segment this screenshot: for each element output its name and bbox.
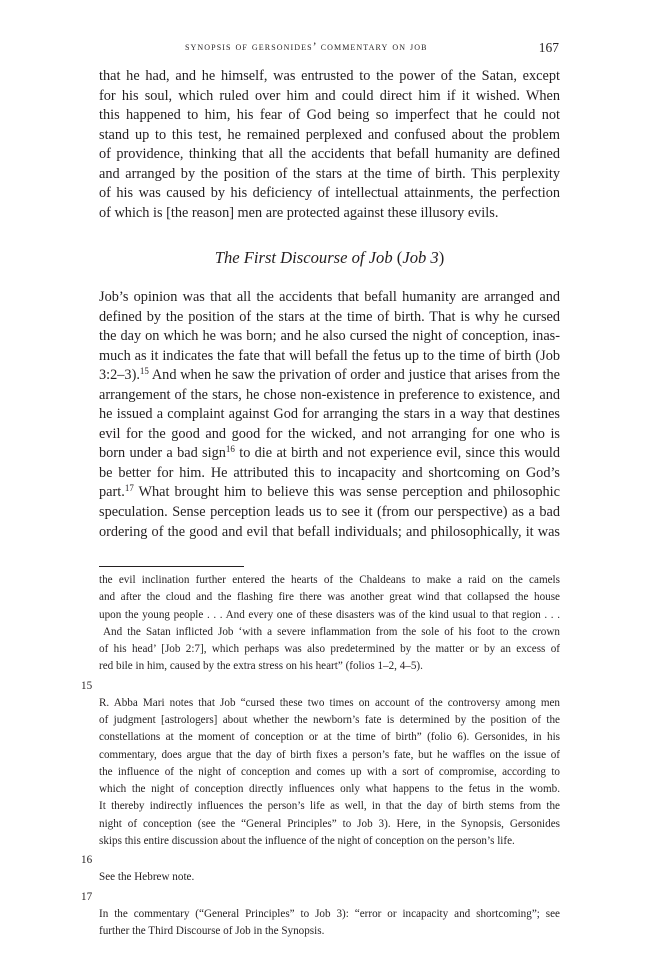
text-line: of his was caused by his deficiency of intellectual attainments, the perfection	[99, 185, 560, 202]
footnote-ref-15[interactable]: 15	[139, 366, 149, 377]
footnote-line: upon the young people . . . And every one of these disasters was of the kind usual to that region . . .	[99, 608, 560, 621]
footnote-line: night of conception (see the “General Principles” to Job 3). Here, in the Synopsis, Gersonides	[99, 817, 560, 830]
text-line	[99, 483, 560, 503]
text-line: arrangement of the stars, he chose non-existence in preference to existence, and	[99, 386, 560, 403]
footnote-line: the influence of the night of conception and comes up with a sort of compromise, according to	[99, 765, 560, 778]
footnote-ref-16[interactable]: 16	[225, 444, 235, 455]
text-line: ordering of the good and evil that befall individuals; and philosophically, it was	[99, 523, 560, 540]
footnote-line: commentary, does argue that the day of birth fixes a person’s fate, but he waffles on the issue of	[99, 748, 560, 761]
footnote-line: of judgment [astrologers] about whether the newborn’s fate is determined by the position of the	[99, 714, 560, 726]
footnote-16	[81, 850, 560, 887]
text-line: be better for him. He attributed this to incapacity and shortcoming on God’s	[99, 464, 560, 481]
text-line: stand up to this test, he remained perplexed and confused about the problem	[99, 126, 560, 143]
footnote-line: the evil inclination further entered the hearts of the Chaldeans to make a raid on the camels	[99, 574, 560, 586]
text-run: What brought him to believe this was sense perception and philosophic	[133, 484, 560, 501]
footnote-ref-17[interactable]: 17	[124, 483, 134, 494]
section-heading-ref: Job 3	[402, 248, 439, 267]
footnotes	[81, 572, 560, 940]
footnote-number: 17	[81, 890, 93, 903]
footnote-number: 15	[81, 679, 93, 692]
footnote-line: It thereby indirectly influences the person’s life as well, in that the day of birth stems from the	[99, 800, 560, 813]
footnote-line: In the commentary (“General Principles” to Job 3): “error or incapacity and shortcoming”; see	[99, 907, 560, 920]
footnote-line: constellations at the moment of conception or at the time of birth” (folio 6). Gersonides, in his	[99, 731, 560, 744]
footnote-line: red bile in him, caused by the extra stress on his heart” (folios 1–2, 4–5).	[99, 660, 423, 673]
text-line: speculation. Sense perception leads us to see it (from our perspective) as a bad	[99, 504, 560, 521]
text-line: of which is [the reason] men are protected against these illusory evils.	[99, 204, 499, 221]
footnote-line: skips this entire discussion about the influence of the night of conception on the person’s life.	[99, 834, 515, 847]
text-run: born under a bad sign	[99, 445, 226, 462]
footnote-17	[81, 887, 560, 941]
footnote-line: which the night of conception directly influences only what happens to the fetus in the womb.	[99, 783, 560, 795]
footnote-line: See the Hebrew note.	[99, 871, 195, 884]
text-line: much as it indicates the fate that will befall the fetus up to the time of birth (Job	[99, 347, 560, 364]
footnote-line: R. Abba Mari notes that Job “cursed these two times on account of the controversy among men	[99, 696, 560, 709]
text-run: part.	[99, 484, 125, 501]
text-line: he issued a complaint against God for arranging the stars in a way that destines	[99, 406, 560, 423]
footnote-15	[81, 676, 560, 851]
text-line: that he had, and he himself, was entrusted to the power of the Satan, except	[99, 68, 560, 84]
text-run: 3:2–3).	[99, 367, 140, 384]
paragraph-continued	[99, 67, 560, 223]
page-number: 167	[538, 40, 559, 55]
running-head-title: synopsis of gersonides’ commentary on job	[185, 41, 428, 53]
running-head	[99, 41, 559, 57]
text-line: Job’s opinion was that all the accidents that befall humanity are arranged and	[99, 289, 560, 305]
text-line: for his soul, which ruled over him and could direct him if it wished. When	[99, 87, 560, 104]
text-run: And when he saw the privation of order and justice that arises from the	[148, 367, 560, 384]
text-line: defined by the position of the stars at the time of birth. That is why he cursed	[99, 308, 560, 325]
section-heading-paren-close: )	[438, 248, 445, 267]
footnote-line: And the Satan inflicted Job ‘with a severe inflammation from the sole of his foot to the crown	[103, 625, 560, 638]
footnote-divider	[99, 566, 244, 567]
footnote-line: and after the cloud and the flashing fire there was another great wind that collapsed the house	[99, 591, 560, 604]
text-line: the day on which he was born; and he also cursed the night of conception, inas-	[99, 328, 560, 345]
text-line	[99, 444, 560, 464]
footnote-line: further the Third Discourse of Job in the Synopsis.	[99, 925, 325, 937]
section-heading	[99, 247, 560, 269]
footnote-continued	[81, 572, 560, 676]
paragraph-first-discourse	[99, 288, 560, 542]
text-line: this happened to him, his fear of God being so imperfect that he could not	[99, 107, 560, 124]
text-line: evil for the good and good for the wicked, and not arranging for one who is	[99, 425, 560, 442]
section-heading-paren-open: (	[392, 248, 403, 267]
text-run: to die at birth and not experience evil, since this would	[234, 445, 560, 462]
footnote-line: of his head’ [Job 2:7], which perhaps was also predetermined by the matter or by an excess of	[99, 643, 560, 655]
section-heading-title: The First Discourse of Job	[214, 248, 393, 267]
text-line	[99, 366, 560, 386]
text-line: of providence, thinking that all the accidents that befall humanity are defined	[99, 146, 560, 163]
text-line: and arranged by the position of the stars at the time of birth. This perplexity	[99, 165, 560, 182]
footnote-number: 16	[81, 854, 93, 866]
